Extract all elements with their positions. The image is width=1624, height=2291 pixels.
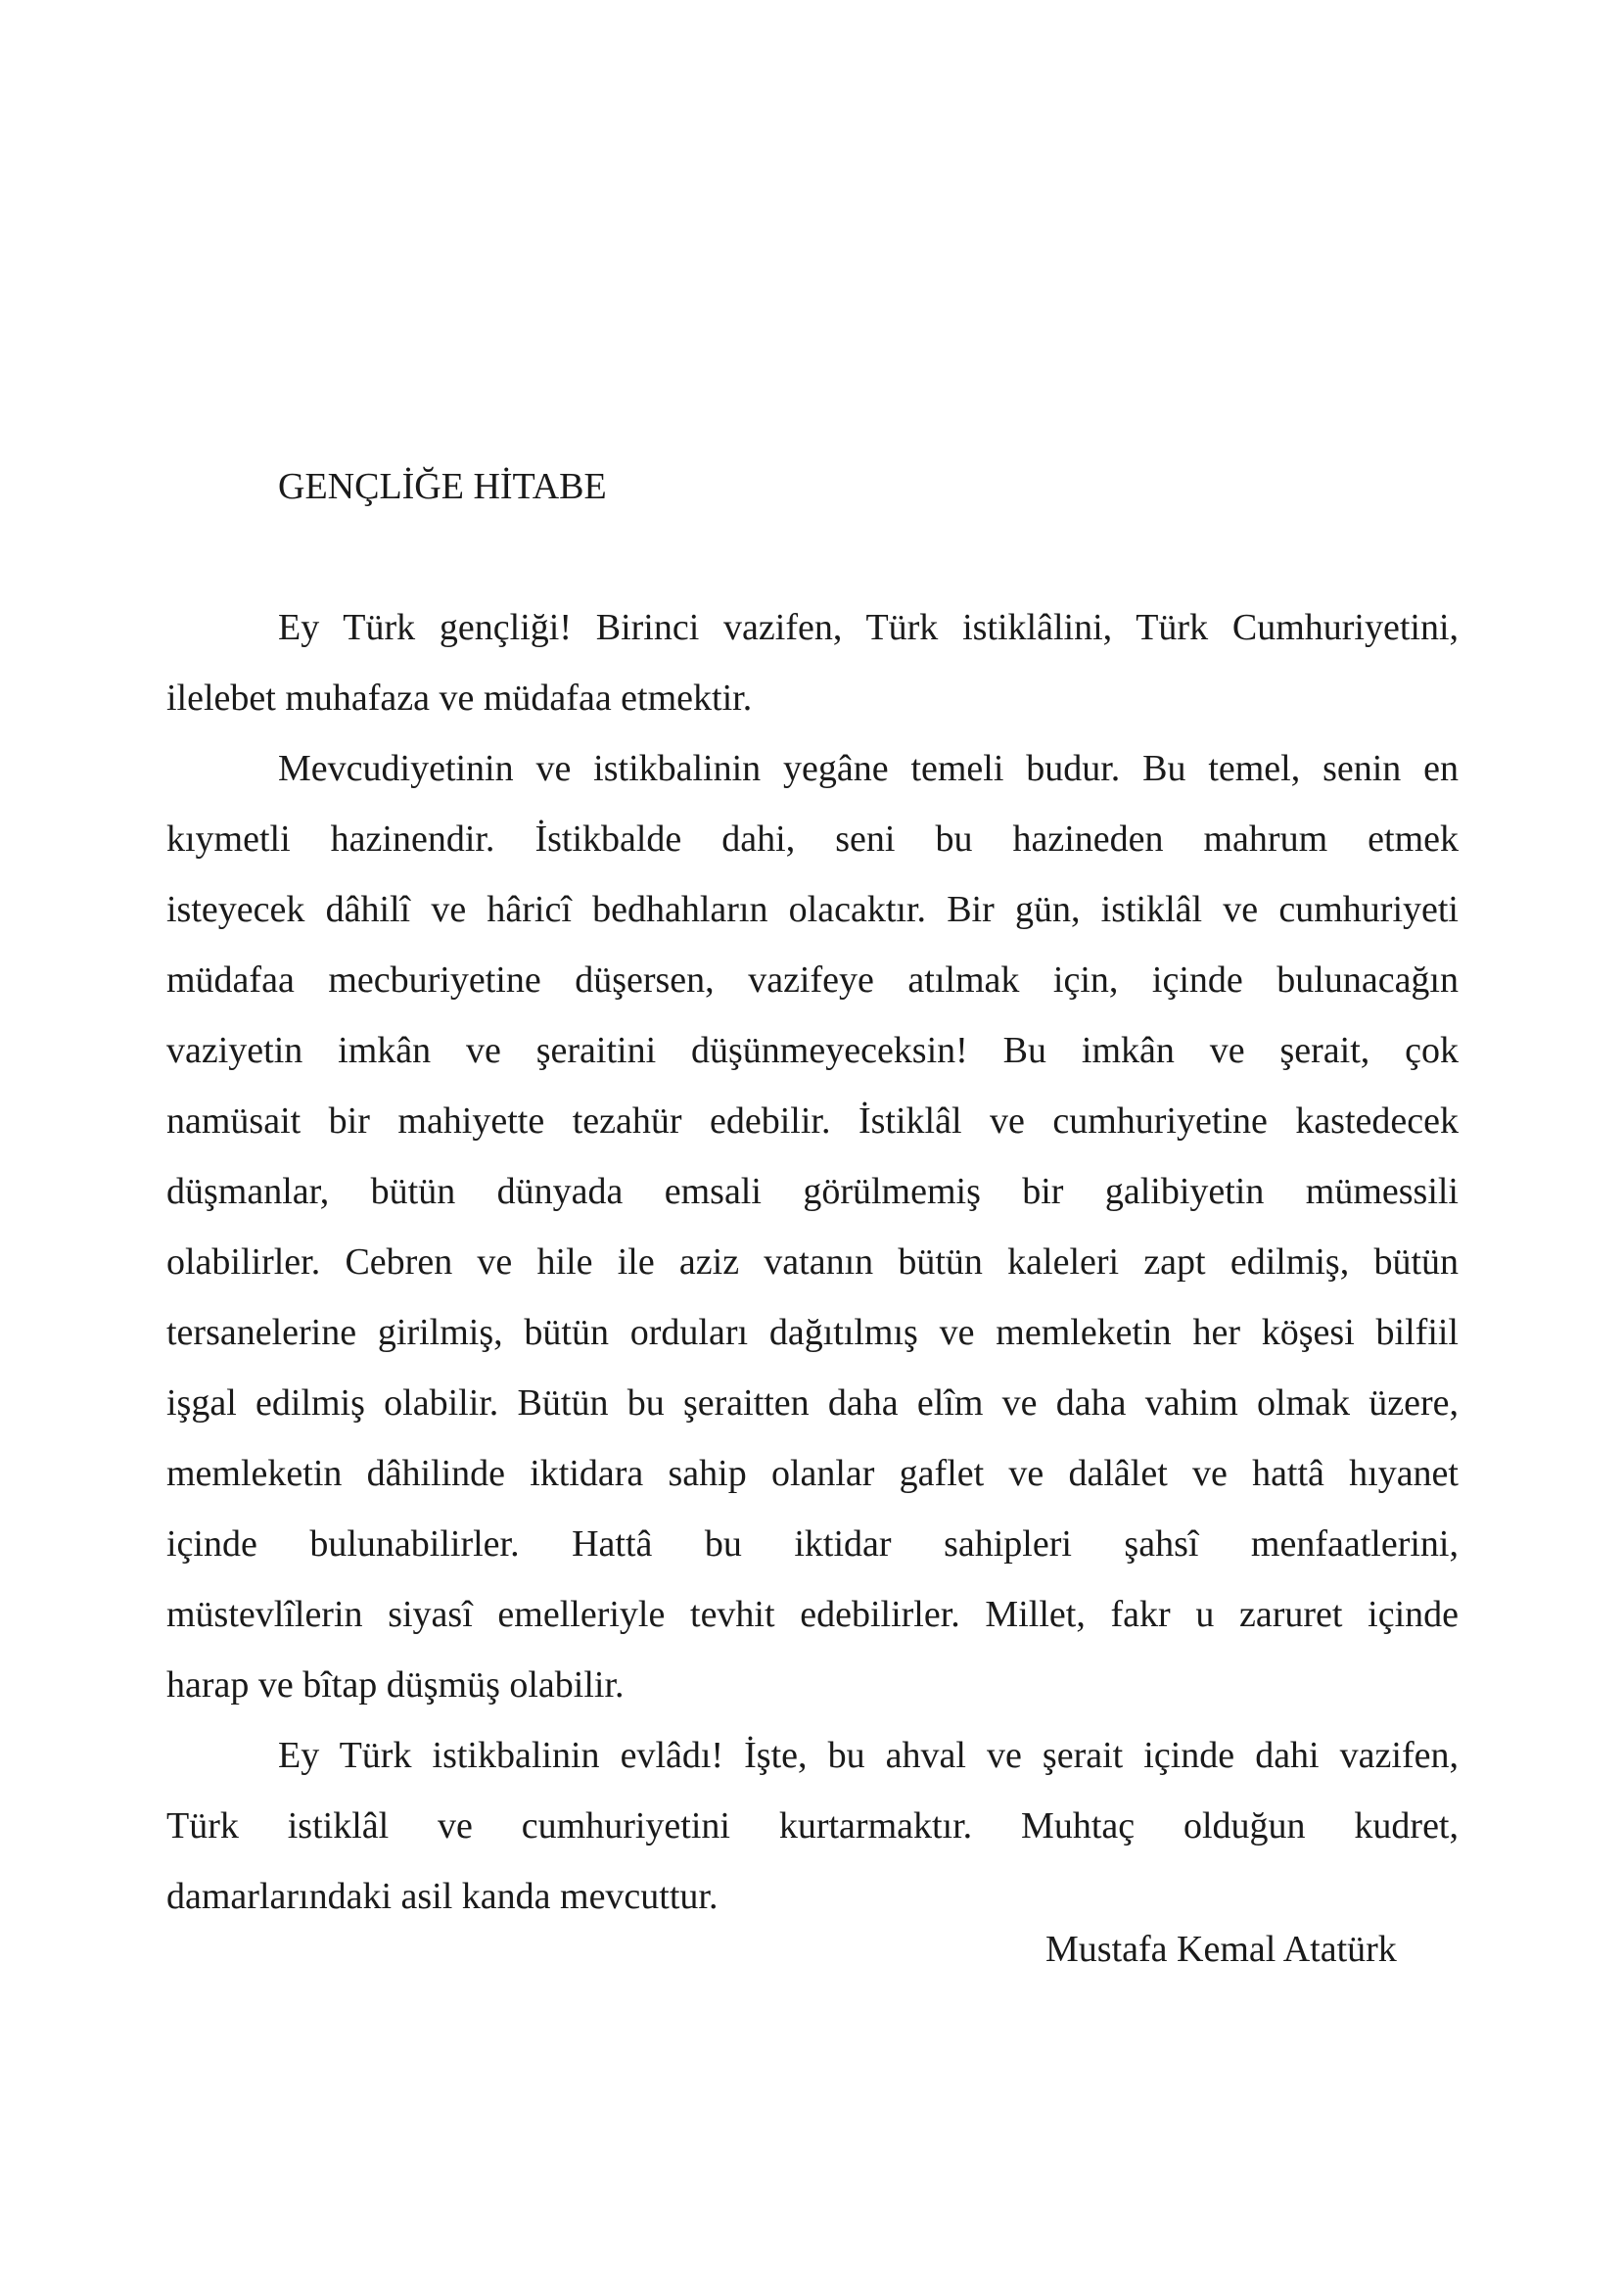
signature: Mustafa Kemal Atatürk: [1045, 1929, 1397, 1970]
text-line: kıymetli hazinendir. İstikbalde dahi, seni bu hazineden mahrum etmek: [166, 818, 1459, 860]
text-line: işgal edilmiş olabilir. Bütün bu şeraitten daha elîm ve daha vahim olmak üzere,: [166, 1382, 1459, 1424]
text-line: müstevlîlerin siyasî emelleriyle tevhit edebilirler. Millet, fakr u zaruret içinde: [166, 1594, 1459, 1635]
text-line: Türk istiklâl ve cumhuriyetini kurtarmaktır. Muhtaç olduğun kudret,: [166, 1805, 1459, 1847]
text-line: Mevcudiyetinin ve istikbalinin yegâne temeli budur. Bu temel, senin en: [278, 748, 1459, 789]
text-line: müdafaa mecburiyetine düşersen, vazifeye atılmak için, içinde bulunacağın: [166, 959, 1459, 1001]
text-line: düşmanlar, bütün dünyada emsali görülmemiş bir galibiyetin mümessili: [166, 1171, 1459, 1212]
text-line: Ey Türk gençliği! Birinci vazifen, Türk istiklâlini, Türk Cumhuriyetini,: [278, 607, 1459, 648]
text-line: tersanelerine girilmiş, bütün orduları dağıtılmış ve memleketin her köşesi bilfiil: [166, 1312, 1459, 1353]
document-title: GENÇLİĞE HİTABE: [278, 466, 607, 507]
text-line: ilelebet muhafaza ve müdafaa etmektir.: [166, 678, 753, 719]
text-line: namüsait bir mahiyette tezahür edebilir. İstiklâl ve cumhuriyetine kastedecek: [166, 1100, 1459, 1142]
text-line: olabilirler. Cebren ve hile ile aziz vatanın bütün kaleleri zapt edilmiş, bütün: [166, 1241, 1459, 1283]
text-line: memleketin dâhilinde iktidara sahip olanlar gaflet ve dalâlet ve hattâ hıyanet: [166, 1453, 1459, 1494]
text-line: harap ve bîtap düşmüş olabilir.: [166, 1664, 625, 1706]
text-line: içinde bulunabilirler. Hattâ bu iktidar sahipleri şahsî menfaatlerini,: [166, 1523, 1459, 1565]
text-line: vaziyetin imkân ve şeraitini düşünmeyeceksin! Bu imkân ve şerait, çok: [166, 1030, 1459, 1071]
text-line: isteyecek dâhilî ve hâricî bedhahların olacaktır. Bir gün, istiklâl ve cumhuriyeti: [166, 889, 1459, 930]
text-line: Ey Türk istikbalinin evlâdı! İşte, bu ahval ve şerait içinde dahi vazifen,: [278, 1735, 1459, 1776]
text-line: damarlarındaki asil kanda mevcuttur.: [166, 1876, 719, 1917]
